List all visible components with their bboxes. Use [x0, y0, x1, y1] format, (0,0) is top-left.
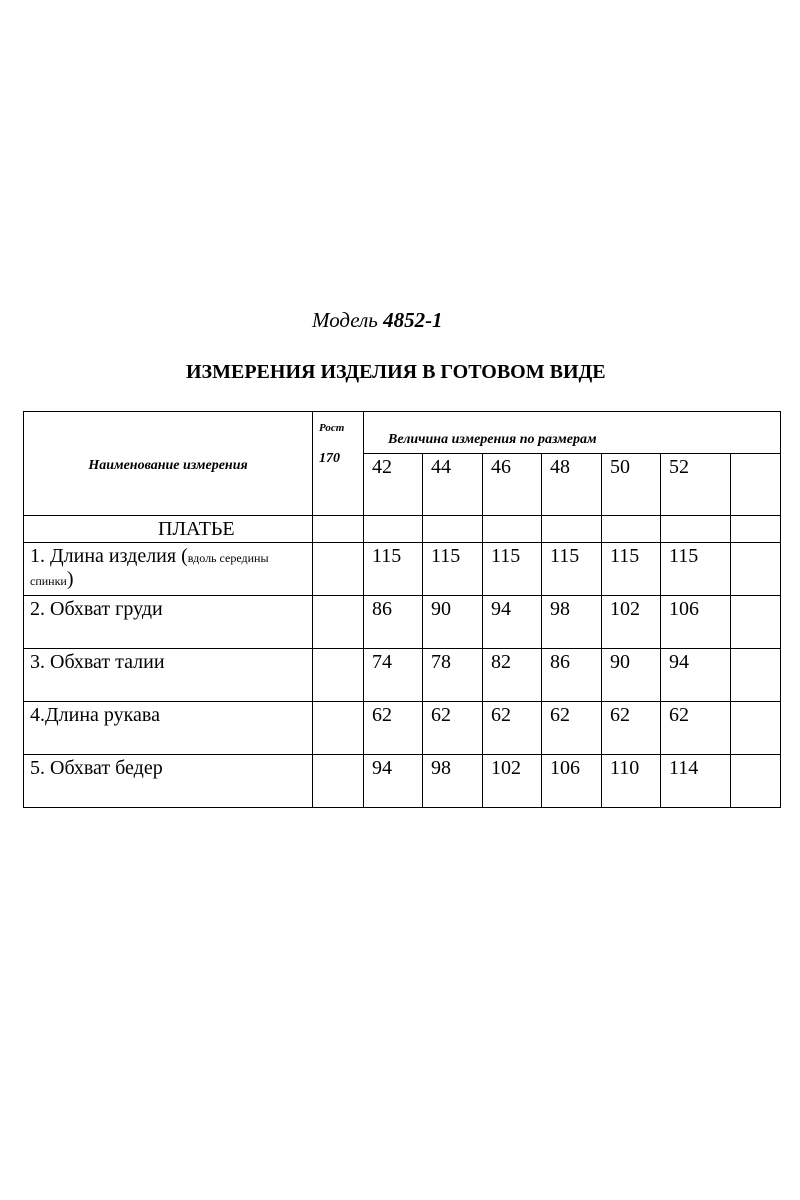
value-cell: 62 — [602, 702, 661, 755]
value-cell: 94 — [364, 755, 423, 808]
table-row — [24, 755, 781, 808]
value-cell: 115 — [423, 543, 483, 596]
header-height-label: Рост — [319, 422, 345, 434]
value-cell: 115 — [602, 543, 661, 596]
height-cell — [313, 596, 364, 649]
height-cell — [313, 543, 364, 596]
value-cell: 115 — [483, 543, 542, 596]
model-line — [312, 308, 443, 333]
measurement-name — [24, 543, 313, 596]
measurement-name: 2. Обхват груди — [24, 596, 313, 649]
value-cell: 62 — [542, 702, 602, 755]
empty-cell — [423, 516, 483, 543]
model-prefix: Модель — [312, 308, 378, 332]
measurement-name-note: вдоль середины спинки — [30, 551, 269, 588]
value-cell — [731, 755, 781, 808]
value-cell: 102 — [483, 755, 542, 808]
size-header-cell: 44 — [423, 454, 483, 516]
empty-cell — [661, 516, 731, 543]
measurement-name-text: 1. Длина изделия ( — [30, 545, 188, 567]
value-cell: 86 — [542, 649, 602, 702]
header-sizes-label: Величина измерения по размерам — [364, 412, 781, 454]
table-row — [24, 596, 781, 649]
value-cell: 62 — [364, 702, 423, 755]
value-cell: 94 — [483, 596, 542, 649]
value-cell: 115 — [364, 543, 423, 596]
value-cell: 102 — [602, 596, 661, 649]
measurement-name-close: ) — [66, 568, 74, 590]
measurements-table — [23, 411, 781, 808]
empty-cell — [731, 516, 781, 543]
size-header-cell: 42 — [364, 454, 423, 516]
value-cell: 98 — [423, 755, 483, 808]
header-measurement-name: Наименование измерения — [24, 412, 313, 516]
value-cell — [731, 596, 781, 649]
height-cell — [313, 755, 364, 808]
empty-cell — [483, 516, 542, 543]
height-cell — [313, 702, 364, 755]
size-header-cell: 46 — [483, 454, 542, 516]
header-height-value: 170 — [319, 450, 340, 466]
value-cell: 106 — [542, 755, 602, 808]
value-cell: 62 — [483, 702, 542, 755]
value-cell: 115 — [661, 543, 731, 596]
value-cell: 98 — [542, 596, 602, 649]
value-cell: 94 — [661, 649, 731, 702]
value-cell: 62 — [423, 702, 483, 755]
empty-cell — [542, 516, 602, 543]
empty-cell — [602, 516, 661, 543]
value-cell — [731, 543, 781, 596]
value-cell — [731, 702, 781, 755]
value-cell — [731, 649, 781, 702]
table-row — [24, 649, 781, 702]
measurement-name: 5. Обхват бедер — [24, 755, 313, 808]
empty-cell — [313, 516, 364, 543]
table-row — [24, 543, 781, 596]
value-cell: 78 — [423, 649, 483, 702]
value-cell: 62 — [661, 702, 731, 755]
section-row — [24, 516, 781, 543]
height-cell — [313, 649, 364, 702]
measurement-name: 4.Длина рукава — [24, 702, 313, 755]
value-cell: 114 — [661, 755, 731, 808]
value-cell: 90 — [602, 649, 661, 702]
value-cell: 90 — [423, 596, 483, 649]
value-cell: 110 — [602, 755, 661, 808]
size-header-cell: 50 — [602, 454, 661, 516]
size-header-cell: 52 — [661, 454, 731, 516]
table-row — [24, 702, 781, 755]
size-header-cell — [731, 454, 781, 516]
value-cell: 86 — [364, 596, 423, 649]
model-number: 4852-1 — [383, 308, 443, 332]
value-cell: 106 — [661, 596, 731, 649]
measurement-name: 3. Обхват талии — [24, 649, 313, 702]
size-header-cell: 48 — [542, 454, 602, 516]
header-height — [313, 412, 364, 516]
value-cell: 82 — [483, 649, 542, 702]
empty-cell — [364, 516, 423, 543]
value-cell: 74 — [364, 649, 423, 702]
section-label: ПЛАТЬЕ — [24, 516, 313, 543]
document-title: ИЗМЕРЕНИЯ ИЗДЕЛИЯ В ГОТОВОМ ВИДЕ — [186, 361, 606, 383]
value-cell: 115 — [542, 543, 602, 596]
